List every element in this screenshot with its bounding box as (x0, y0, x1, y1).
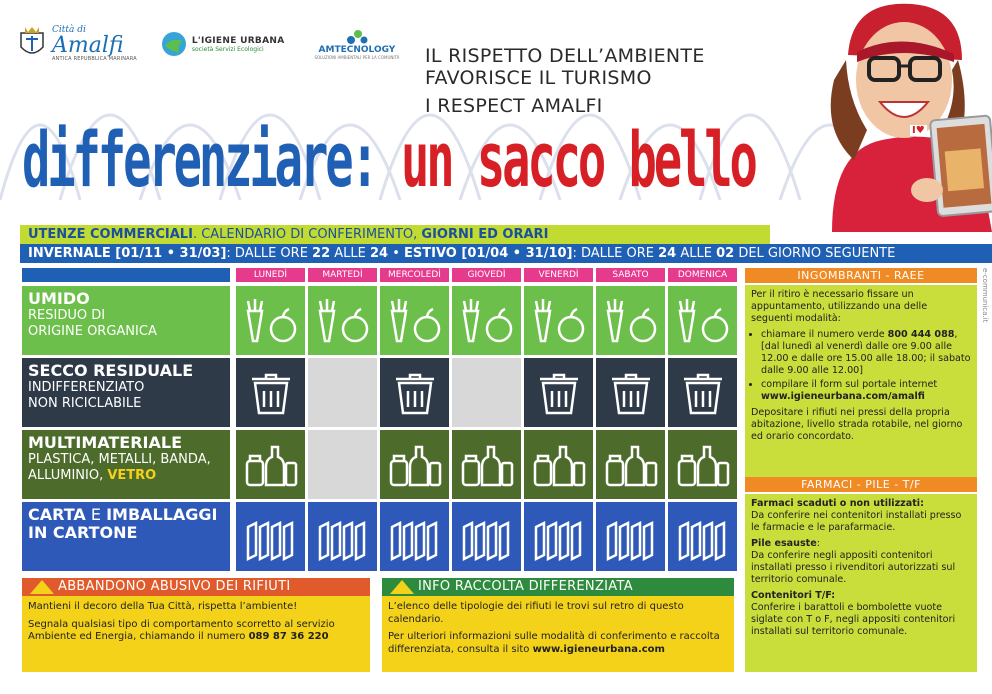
row-label-secco (22, 358, 230, 427)
ingombranti-bullet-phone (761, 329, 971, 377)
carta-bin-icon (602, 513, 660, 561)
cell-umido-sabato (596, 286, 665, 355)
bar1-a: UTENZE COMMERCIALI (28, 227, 193, 242)
bar2-g: ESTIVO [01/04 • 31/10] (404, 246, 573, 261)
cell-umido-mercoledi (380, 286, 449, 355)
carta-bin-icon (674, 513, 732, 561)
day-sabato: SABATO (596, 268, 665, 282)
credit: e-communica.it (981, 268, 989, 323)
cell-carta-mercoledi (380, 502, 449, 571)
cell-carta-giovedi (452, 502, 521, 571)
arrow-icon (30, 580, 54, 594)
cell-carta-lunedi (236, 502, 305, 571)
ingombranti-outro: Depositare i rifiuti nei pressi della propria abitazione, livello strada rotabile, nel giorno ed orario concordato. (751, 407, 963, 442)
ingombranti-box (745, 285, 977, 488)
bar1-b: . CALENDARIO DI CONFERIMENTO, (192, 227, 422, 242)
carta-bin-icon (530, 513, 588, 561)
ingombranti-intro: Per il ritiro è necessario fissare un appuntamento, utilizzando una delle seguenti modalità: (751, 289, 928, 324)
headline (22, 112, 755, 208)
ingombranti-b1c: , [dal lunedì al venerdì dalle ore 9.00 alle 12.00 e dalle ore 15.00 alle 18.00; il sabato dalle 9.00 alle 12.00] (761, 329, 971, 376)
cell-secco-lunedi (236, 358, 305, 427)
umido-bin-icon (602, 297, 660, 345)
abbandono-title: ABBANDONO ABUSIVO DEI RIFIUTI (58, 579, 291, 594)
umido-sub-2: ORIGINE ORGANICA (28, 324, 157, 339)
ingombranti-bullet-web (761, 379, 971, 403)
carta-title-3: IMBALLAGGI (106, 505, 218, 524)
umido-bin-icon (530, 297, 588, 345)
cell-multi-mercoledi (380, 430, 449, 499)
amalfi-citta: Città di (52, 25, 86, 35)
logo-row (18, 26, 399, 62)
igiene-sub: società Servizi Ecologici (191, 45, 264, 53)
slogan-line-3: I RESPECT AMALFI (425, 95, 603, 117)
cell-secco-domenica (668, 358, 737, 427)
carta-title-1: CARTA (28, 505, 86, 524)
arrow-icon (390, 580, 414, 594)
umido-bin-icon (674, 297, 732, 345)
cell-secco-giovedi (452, 358, 521, 427)
secco-bin-icon (386, 369, 444, 417)
farmaci-t1: Da conferire nei contenitori installati presso le farmacie e le parafarmacie. (751, 510, 962, 533)
cell-secco-venerdi (524, 358, 593, 427)
bar2-b: : DALLE ORE (226, 246, 313, 261)
cell-umido-martedi (308, 286, 377, 355)
cell-carta-martedi (308, 502, 377, 571)
slogan-line-2: FAVORISCE IL TURISMO (425, 67, 652, 89)
calendar-header-left (22, 268, 230, 282)
farmaci-h1: Farmaci scaduti o non utilizzati (751, 498, 921, 509)
info-box (382, 596, 734, 672)
carta-title-2: E (85, 505, 107, 524)
bar2-c: 22 (312, 246, 331, 261)
ingombranti-b2a: compilare il form sul portale internet (761, 379, 938, 390)
umido-sub-1: RESIDUO DI (28, 308, 106, 323)
bar2-e: 24 (370, 246, 389, 261)
multi-bin-icon (242, 441, 300, 489)
secco-bin-icon (602, 369, 660, 417)
day-domenica: DOMENICA (668, 268, 737, 282)
cell-umido-giovedi (452, 286, 521, 355)
bar1-c: GIORNI ED ORARI (421, 227, 549, 242)
amalfi-sub: ANTICA REPUBBLICA MARINARA (52, 56, 137, 62)
schedule-hours-bar (20, 244, 992, 263)
secco-bin-icon (242, 369, 300, 417)
igiene-name: L'IGIENE URBANA (191, 35, 285, 46)
day-lunedi: LUNEDÌ (236, 268, 305, 282)
abbandono-title-bar (22, 578, 370, 596)
crest-icon (18, 27, 46, 61)
calendar-subtitle-bar (20, 225, 770, 244)
carta-bin-icon (314, 513, 372, 561)
day-martedi: MARTEDÌ (308, 268, 377, 282)
tablet-badge: I♥ (912, 125, 925, 136)
farmaci-h2: Pile esauste (751, 538, 817, 549)
umido-bin-icon (458, 297, 516, 345)
bar2-f: • (388, 246, 405, 261)
row-label-multimateriale (22, 430, 230, 499)
multi-bin-icon (530, 441, 588, 489)
secco-bin-icon (530, 369, 588, 417)
bar2-k: 02 (716, 246, 735, 261)
cell-multi-giovedi (452, 430, 521, 499)
headline-part-1: differenziare: (22, 115, 376, 204)
amalfi-logo (18, 26, 137, 62)
row-label-umido (22, 286, 230, 355)
farmaci-box: Farmaci scaduti o non utilizzati: Da conferire nei contenitori installati presso le farmacie e le parafarmacie. Pile esauste: Da conferire negli appositi contenitori installati presso i rivenditori autorizzati sul territorio comunale. Contenitori T/F: Conferire i barattoli e bombolette vuote siglate con T o F, negli appositi contenitori installati sul territorio comunale. (745, 494, 977, 672)
info-link[interactable]: www.igieneurbana.com (532, 643, 665, 655)
slogan-line-1: IL RISPETTO DELL’AMBIENTE (425, 45, 705, 67)
multi-sub-2b: VETRO (107, 468, 157, 483)
globe-icon (161, 31, 187, 57)
multi-sub-1: PLASTICA, METALLI, BANDA, (28, 452, 211, 467)
day-venerdi: VENERDÌ (524, 268, 593, 282)
secco-bin-icon (674, 369, 732, 417)
girl-with-tablet-illustration (762, 0, 992, 232)
cell-multi-domenica (668, 430, 737, 499)
cell-secco-sabato (596, 358, 665, 427)
slogan (425, 45, 705, 117)
secco-sub-2: NON RICICLABILE (28, 396, 142, 411)
umido-title: UMIDO (28, 289, 90, 308)
carta-bin-icon (458, 513, 516, 561)
multi-bin-icon (458, 441, 516, 489)
bar2-h: : DALLE ORE (572, 246, 659, 261)
headline-part-2: un sacco bello (401, 115, 755, 204)
amtec-name: AMTECNOLOGY (318, 44, 396, 55)
ingombranti-b1a: chiamare il numero verde (761, 329, 888, 340)
carta-bin-icon (242, 513, 300, 561)
igiene-urbana-logo (161, 31, 285, 57)
bar2-j: ALLE (676, 246, 717, 261)
cell-multi-lunedi (236, 430, 305, 499)
bar2-l: DEL GIORNO SEGUENTE (734, 246, 896, 261)
cell-secco-mercoledi (380, 358, 449, 427)
abbandono-p1: Mantieni il decoro della Tua Città, rispetta l’ambiente! (28, 601, 298, 612)
farmaci-t2: Da conferire negli appositi contenitori installati presso i rivenditori autorizzati sul territorio comunale. (751, 550, 956, 585)
day-mercoledi: MERCOLEDÌ (380, 268, 449, 282)
cell-secco-martedi (308, 358, 377, 427)
umido-bin-icon (386, 297, 444, 345)
cell-umido-lunedi (236, 286, 305, 355)
secco-title: SECCO RESIDUALE (28, 361, 194, 380)
cell-multi-sabato (596, 430, 665, 499)
amtecnology-logo (314, 29, 399, 60)
bar2-i: 24 (658, 246, 677, 261)
cell-carta-venerdi (524, 502, 593, 571)
info-title: INFO RACCOLTA DIFFERENZIATA (418, 579, 633, 594)
farmaci-title: FARMACI - PILE - T/F (745, 477, 977, 492)
molecule-icon (346, 29, 368, 45)
info-p1: L’elenco delle tipologie dei rifiuti le trovi sul retro di questo calendario. (388, 601, 684, 625)
info-title-bar (382, 578, 734, 596)
amtec-sub: SOLUZIONI AMBIENTALI PER LA COMUNITÀ (314, 54, 400, 60)
bar2-d: ALLE (330, 246, 370, 261)
amalfi-name: Amalfi (52, 33, 124, 58)
ingombranti-b2b[interactable]: www.igieneurbana.com/amalfi (761, 391, 925, 402)
day-giovedi: GIOVEDÌ (452, 268, 521, 282)
row-label-carta (22, 502, 230, 571)
multi-bin-icon (602, 441, 660, 489)
bar2-a: INVERNALE [01/11 • 31/03] (28, 246, 227, 261)
carta-sub-1: IN CARTONE (28, 523, 138, 542)
farmaci-h3: Contenitori T/F (751, 590, 832, 601)
cell-multi-venerdi (524, 430, 593, 499)
cell-carta-sabato (596, 502, 665, 571)
ingombranti-title: INGOMBRANTI - RAEE (745, 268, 977, 283)
info-p2a: Per ulteriori informazioni sulle modalità di conferimento e raccolta differenziata, consulta il sito (388, 631, 720, 655)
ingombranti-b1b: 800 444 088 (887, 329, 955, 340)
cell-umido-venerdi (524, 286, 593, 355)
multi-bin-icon (674, 441, 732, 489)
cell-carta-domenica (668, 502, 737, 571)
abbandono-phone: 089 87 36 220 (248, 631, 329, 642)
cell-multi-martedi (308, 430, 377, 499)
umido-bin-icon (314, 297, 372, 345)
carta-bin-icon (386, 513, 444, 561)
farmaci-t3: Conferire i barattoli e bombolette vuote siglate con T o F, negli appositi contenitori installati sul territorio comunale. (751, 602, 956, 637)
multi-title: MULTIMATERIALE (28, 433, 183, 452)
umido-bin-icon (242, 297, 300, 345)
secco-sub-1: INDIFFERENZIATO (28, 380, 145, 395)
abbandono-p2a: Segnala qualsiasi tipo di comportamento scorretto al servizio Ambiente ed Energia, chiamando il numero (28, 618, 335, 642)
multi-sub-2a: ALLUMINIO, (28, 468, 108, 483)
cell-umido-domenica (668, 286, 737, 355)
multi-bin-icon (386, 441, 444, 489)
abbandono-box (22, 596, 370, 672)
